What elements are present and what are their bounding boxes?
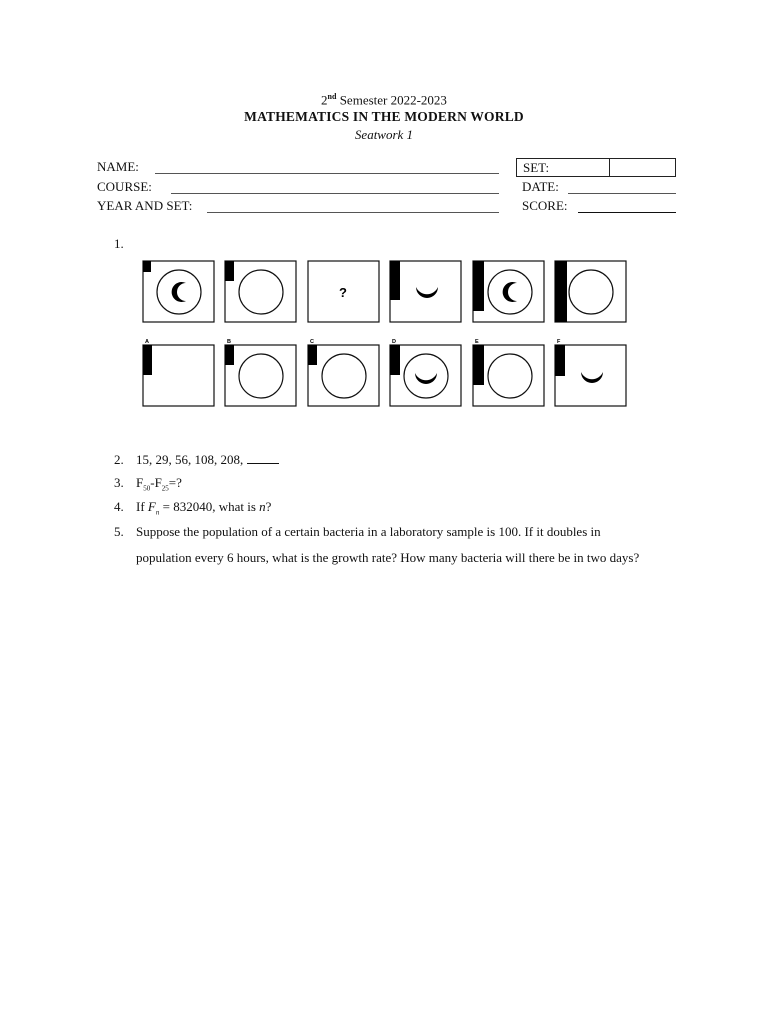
- sequence-box-6: [555, 261, 626, 322]
- question-1-number: 1.: [114, 236, 124, 251]
- question-4-text: If $F_n = 832040$, what is n?: [136, 499, 272, 517]
- date-label: DATE:: [522, 179, 559, 194]
- option-a-letter: A: [145, 339, 149, 345]
- sequence-box-1: [143, 261, 214, 322]
- question-5-number: 5.: [114, 524, 124, 539]
- set-box[interactable]: [516, 158, 676, 177]
- set-box-divider: [609, 159, 610, 176]
- name-field[interactable]: [155, 173, 499, 174]
- question-4-number: 4.: [114, 499, 124, 514]
- question-3-text: $F_{50}-F_{25}=$?: [136, 475, 182, 493]
- semester-line: 2nd Semester 2022-2023: [321, 92, 447, 108]
- option-c[interactable]: [308, 345, 379, 406]
- course-title: MATHEMATICS IN THE MODERN WORLD: [244, 109, 524, 124]
- answer-blank[interactable]: [247, 453, 279, 464]
- seatwork-title: Seatwork 1: [354, 127, 414, 142]
- question-2-text: 15, 29, 56, 108, 208,: [136, 452, 279, 468]
- option-f-letter: F: [557, 339, 561, 345]
- score-label: SCORE:: [522, 198, 568, 213]
- option-e[interactable]: [473, 345, 544, 406]
- question-2-number: 2.: [114, 452, 124, 467]
- set-label: SET:: [523, 160, 550, 175]
- year-and-set-label: YEAR AND SET:: [97, 198, 193, 213]
- option-f[interactable]: [555, 345, 626, 406]
- option-d-letter: D: [392, 339, 396, 345]
- sequence-box-5: [473, 261, 544, 322]
- year-and-set-field[interactable]: [207, 212, 499, 213]
- missing-piece-mark: ?: [339, 285, 347, 300]
- course-label: COURSE:: [97, 179, 152, 194]
- date-field[interactable]: [568, 193, 676, 194]
- course-field[interactable]: [171, 193, 499, 194]
- question-5-line-1: Suppose the population of a certain bacteria in a laboratory sample is 100. If it doubles in: [136, 524, 601, 539]
- option-b[interactable]: [225, 345, 296, 406]
- option-c-letter: C: [310, 339, 314, 345]
- option-a[interactable]: [143, 345, 214, 406]
- option-b-letter: B: [227, 339, 231, 345]
- sequence-box-3: [308, 261, 379, 322]
- score-field[interactable]: [578, 212, 676, 213]
- sequence-box-4: [390, 261, 461, 322]
- question-5-line-2: population every 6 hours, what is the growth rate? How many bacteria will there be in two days?: [136, 550, 640, 565]
- pattern-puzzle: [0, 250, 768, 430]
- question-3-number: 3.: [114, 475, 124, 490]
- sequence-box-2: [225, 261, 296, 322]
- option-d[interactable]: [390, 345, 461, 406]
- name-label: NAME:: [97, 159, 139, 174]
- option-e-letter: E: [475, 339, 479, 345]
